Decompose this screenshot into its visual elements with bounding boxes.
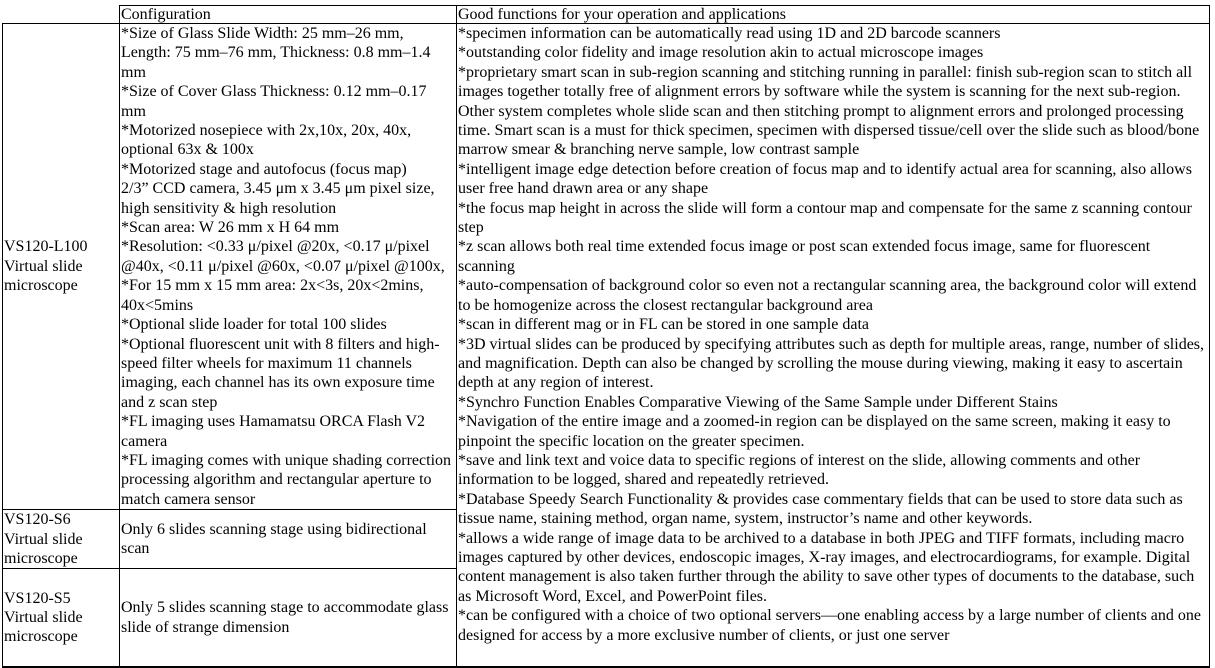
product-name-vs120-s5: VS120-S5 Virtual slide microscope [3,569,120,667]
configuration-item: Only 6 slides scanning stage using bidirectional scan [121,520,427,558]
configuration-item: *FL imaging uses Hamamatsu ORCA Flash V2 camera [121,413,425,450]
function-item: *specimen information can be automatically read using 1D and 2D barcode scanners [458,25,1001,42]
function-item: *outstanding color fidelity and image resolution akin to actual microscope images [458,44,984,62]
configuration-item: *Size of Glass Slide Width: 25 mm–26 mm, Length: 75 mm–76 mm, Thickness: 0.8 mm–1.4 mm [121,25,431,81]
function-item: *proprietary smart scan in sub-region scanning and stitching running in parallel: finish sub-region scan to stitch all images together totally free of alignment errors by software while the system is scanning for the next sub-region. Other system completes whole slide scan and then stitching prompt to alignment errors and prolonged processing time. Smart scan is a must for thick specimen, specimen with dispersed tissue/cell over the slide such as blood/bone marrow smear & branching nerve sample, low contrast sample [458,63,1200,159]
product-name-vs120-l100: VS120-L100 Virtual slide microscope [3,24,120,510]
functions-column-header: Good functions for your operation and applications [457,6,1210,24]
configuration-item: *Motorized stage and autofocus (focus map) [121,160,407,178]
function-item: *Database Speedy Search Functionality & provides case commentary fields that can be used to store data such as tissue name, staining method, organ name, system, instructor’s name and other keywords. [458,490,1183,528]
function-item: *the focus map height in across the slide will form a contour map and compensate for the same z scanning contour step [458,199,1193,237]
function-item: *can be configured with a choice of two optional servers—one enabling access by a large number of clients and one designed for access by a more exclusive number of clients, or just one server [458,607,1201,644]
configuration-cell-vs120-l100 [120,24,457,510]
table-row [3,24,1210,510]
document-page [0,5,1215,653]
configuration-item: *Size of Cover Glass Thickness: 0.12 mm–0.17 mm [121,83,427,120]
function-item: *Navigation of the entire image and a zoomed-in region can be displayed on the same screen, making it easy to pinpoint the specific location on the greater specimen. [458,413,1171,450]
configuration-cell-vs120-s6 [120,510,457,569]
configuration-item: Only 5 slides scanning stage to accommodate glass slide of strange dimension [121,599,449,636]
configuration-item: *FL imaging comes with unique shading correction processing algorithm and rectangular aperture to match camera sensor [121,451,452,508]
function-item: *z scan allows both real time extended focus image or post scan extended focus image, same for fluorescent scanning [458,238,1151,275]
configuration-item: 2/3” CCD camera, 3.45 μm x 3.45 μm pixel size, high sensitivity & high resolution [121,180,435,217]
corner-cell [3,6,120,24]
function-item: *auto-compensation of background color so even not a rectangular scanning area, the background color will extend to be homogenize across the closest rectangular background area [458,277,1197,314]
functions-cell [457,24,1210,667]
product-name-vs120-s6: VS120-S6 Virtual slide microscope [3,510,120,569]
configuration-item: *For 15 mm x 15 mm area: 2x<3s, 20x<2mins, 40x<5mins [121,277,424,314]
function-item: *allows a wide range of image data to be archived to a database in both JPEG and TIFF formats, including macro images captured by other devices, endoscopic images, X-ray images, and electrocardiograms, for example. Digital content management is also taken further through the ability to save other types of documents to the database, such as Microsoft Word, Excel, and PowerPoint files. [458,529,1195,605]
function-item: *intelligent image edge detection before creation of focus map and to identify actual area for scanning, also allows user free hand drawn area or any shape [458,160,1192,198]
product-spec-table [2,5,1210,668]
configuration-column-header: Configuration [120,6,457,24]
configuration-item: *Scan area: W 26 mm x H 64 mm [121,219,340,237]
configuration-cell-vs120-s5 [120,569,457,667]
table-header-row [3,6,1210,24]
configuration-item: *Motorized nosepiece with 2x,10x, 20x, 40x, optional 63x & 100x [121,122,412,159]
function-item: *scan in different mag or in FL can be stored in one sample data [458,316,869,334]
function-item: *3D virtual slides can be produced by specifying attributes such as depth for multiple areas, range, number of slides, and magnification. Depth can also be changed by scrolling the mouse during viewing, making it easy to ascertain depth at any region of interest. [458,335,1205,392]
function-item: *Synchro Function Enables Comparative Viewing of the Same Sample under Different Stains [458,393,1058,411]
function-item: *save and link text and voice data to specific regions of interest on the slide, allowing comments and other information to be logged, shared and repeatedly retrieved. [458,451,1141,489]
configuration-item: *Resolution: <0.33 μ/pixel @20x, <0.17 μ/pixel @40x, <0.11 μ/pixel @60x, <0.07 μ/pixel @100x, [121,238,445,275]
configuration-item: *Optional fluorescent unit with 8 filters and high-speed filter wheels for maximum 11 channels imaging, each channel has its own exposure time and z scan step [121,335,440,411]
configuration-item: *Optional slide loader for total 100 slides [121,316,387,334]
